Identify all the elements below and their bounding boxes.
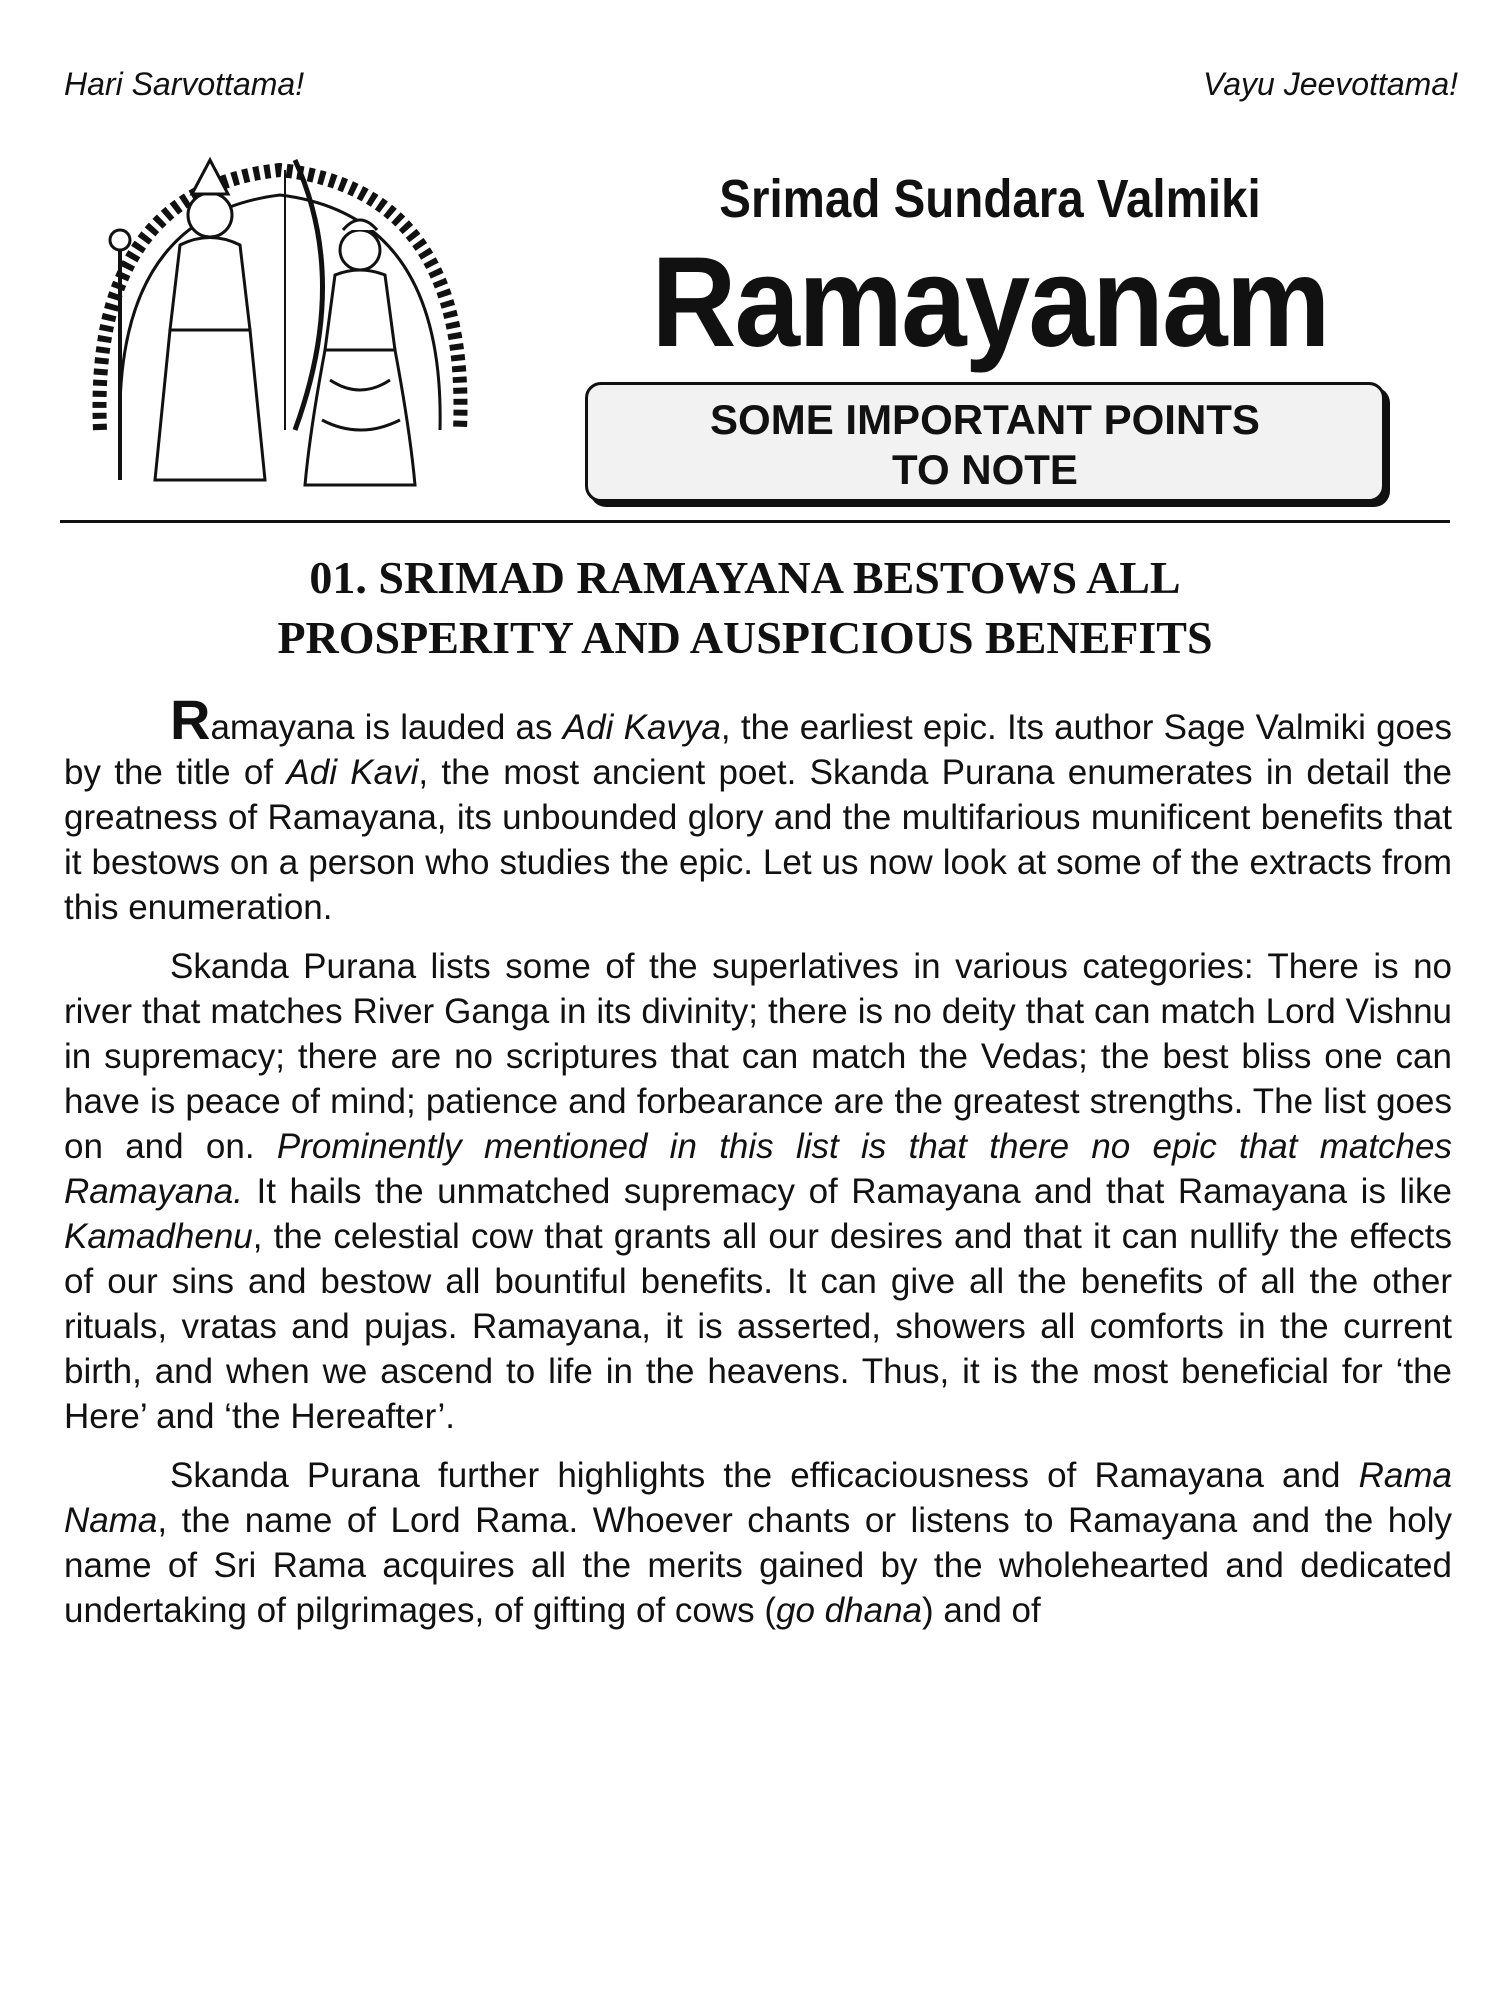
p2-text-a: Skanda Purana lists some of the superlatives in various categories: There is no river that matches River Ganga in its divinity; there is no deity that can match Lord Vishnu in supremacy; there are no scriptures that can match the Vedas; the best bliss one can have is peace of mind; patience and forbearance are the greatest strengths. The list goes on and on. [64, 947, 1452, 1166]
p1-italic-adi-kavi: Adi Kavi [286, 753, 419, 792]
p1-text-a: amayana is lauded as [210, 708, 563, 747]
subtitle-line-2: TO NOTE [892, 446, 1078, 493]
p1-italic-adi-kavya: Adi Kavya [562, 708, 721, 747]
p1-text-e: , the most ancient poet. Skanda Purana enumerates in detail the greatness of Ramayana, its unbounded glory and the multifarious munificent benefits that it bestows on a person who studies the epic. Let us now look at some of the extracts from this enumeration. [64, 753, 1452, 927]
divider [60, 520, 1450, 523]
rama-sita-emblem-icon [60, 130, 500, 500]
title-main: Ramayanam [651, 231, 1329, 374]
p3-italic-go-dhana: go dhana [776, 1591, 923, 1630]
subtitle-box [585, 382, 1385, 502]
p2-italic-prominently: Prominently mentioned in this list is that there no epic that matches Ramayana. [64, 1127, 1452, 1211]
paragraph-1 [64, 688, 1452, 930]
p2-text-e: , the celestial cow that grants all our desires and that it can nullify the effects of our sins and bestow all bountiful benefits. It can give all the benefits of all the other rituals, vratas and pujas. Ramayana, it is asserted, showers all comforts in the current birth, and when we ascend to life in the heavens. Thus, it is the most beneficial for ‘the Here’ and ‘the Hereafter’. [64, 1217, 1452, 1436]
section-heading-line-2: PROSPERITY AND AUSPICIOUS BENEFITS [277, 612, 1213, 663]
subtitle-line-1: SOME IMPORTANT POINTS [710, 396, 1260, 443]
p3-italic-rama-nama: Rama Nama [64, 1456, 1452, 1540]
p2-italic-kamadhenu: Kamadhenu [64, 1217, 253, 1256]
body-text [64, 688, 1452, 1647]
p1-text-c: , the earliest epic. Its author Sage Valmiki goes by the title of [64, 708, 1452, 792]
section-heading-line-1: 01. SRIMAD RAMAYANA BESTOWS ALL [309, 552, 1181, 603]
p3-text-c: , the name of Lord Rama. Whoever chants or listens to Ramayana and the holy name of Sri Rama acquires all the merits gained by the wholehearted and dedicated undertaking of pilgrimages, of gifting of cows ( [64, 1501, 1452, 1630]
p3-text-a: Skanda Purana further highlights the efficaciousness of Ramayana and [170, 1456, 1359, 1495]
drop-cap: R [170, 688, 211, 751]
left-blessing: Hari Sarvottama! [64, 66, 305, 102]
right-blessing: Vayu Jeevottama! [1203, 66, 1458, 102]
paragraph-2 [64, 944, 1452, 1439]
p2-text-c: It hails the unmatched supremacy of Ramayana and that Ramayana is like [242, 1172, 1452, 1211]
p3-text-e: ) and of [922, 1591, 1041, 1630]
paragraph-3 [64, 1453, 1452, 1633]
title-line-1: Srimad Sundara Valmiki [719, 169, 1261, 229]
section-heading [100, 548, 1390, 668]
